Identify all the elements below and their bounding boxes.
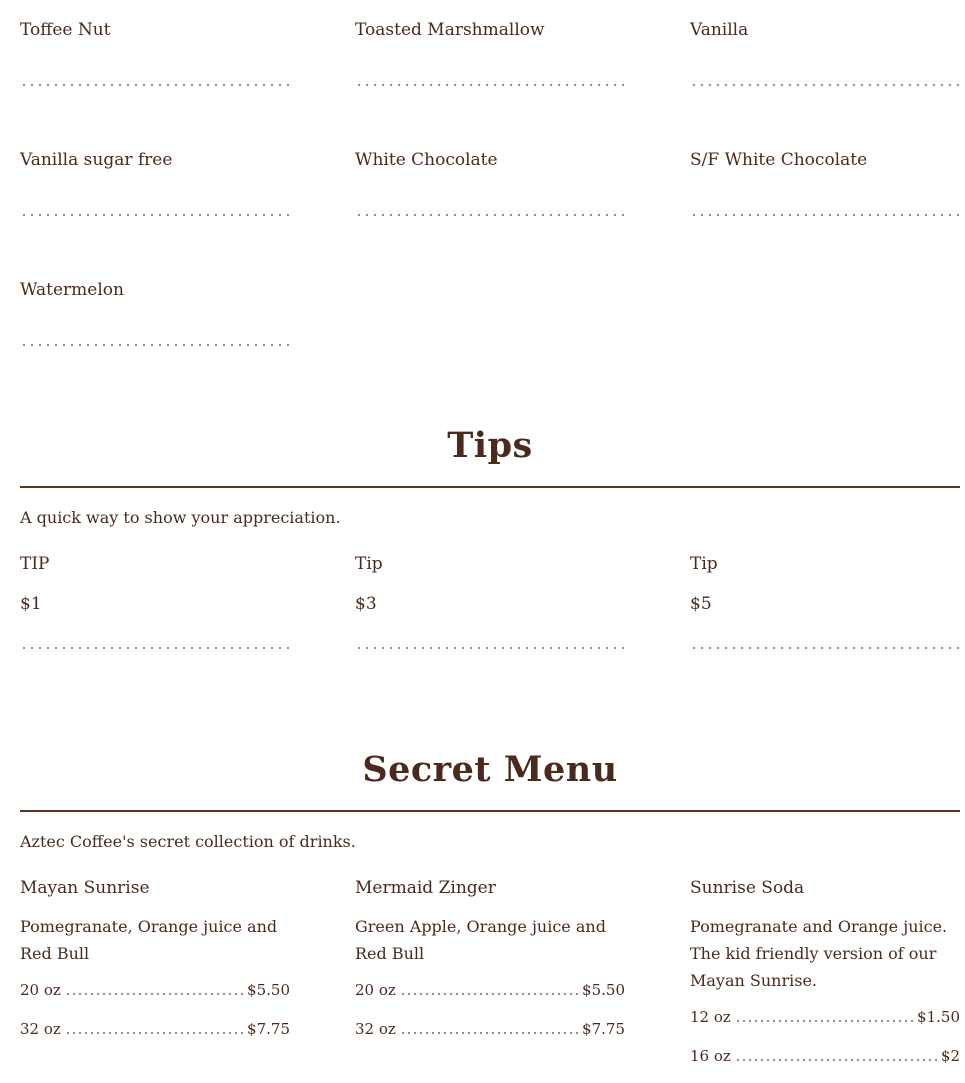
flavor-name: S/F White Chocolate	[690, 150, 868, 170]
size-label: 12 oz	[690, 1008, 731, 1026]
section-title: Tips	[447, 425, 533, 466]
dotted-leader	[690, 214, 960, 216]
tip-price: $1	[20, 594, 42, 614]
dotted-leader	[735, 1020, 913, 1022]
size-price-row[interactable]	[690, 1007, 960, 1027]
dotted-leader	[20, 84, 290, 86]
tip-price: $5	[690, 594, 712, 614]
tip-name: TIP	[20, 554, 50, 574]
size-price: $5.50	[247, 981, 290, 999]
flavor-item[interactable]	[355, 18, 625, 148]
size-label: 20 oz	[20, 981, 61, 999]
size-price: $7.75	[582, 1020, 625, 1038]
tip-price: $3	[355, 594, 377, 614]
size-price: $2	[940, 1047, 960, 1065]
size-label: 20 oz	[355, 981, 396, 999]
dotted-leader	[20, 647, 290, 649]
dotted-leader	[65, 1032, 243, 1034]
dotted-leader	[690, 84, 960, 86]
size-price: $1.50	[917, 1008, 960, 1026]
tip-item[interactable]	[20, 553, 290, 649]
tip-name: Tip	[355, 554, 383, 574]
flavor-item[interactable]	[690, 148, 960, 278]
tips-section	[20, 426, 960, 649]
tip-item[interactable]	[690, 553, 960, 649]
section-divider	[20, 486, 960, 488]
flavor-name: White Chocolate	[355, 150, 498, 170]
drink-name: Sunrise Soda	[690, 878, 805, 898]
dotted-leader	[20, 214, 290, 216]
drink-name: Mermaid Zinger	[355, 878, 496, 898]
drink-item[interactable]	[690, 877, 960, 1066]
secret-menu-section	[20, 750, 960, 1066]
dotted-leader	[20, 344, 290, 346]
drink-item[interactable]	[355, 877, 625, 1066]
flavor-name: Toffee Nut	[20, 20, 111, 40]
drink-description: Pomegranate and Orange juice. The kid friendly version of our Mayan Sunrise.	[690, 917, 948, 990]
tip-name: Tip	[690, 554, 718, 574]
flavor-grid	[20, 18, 960, 408]
flavor-name: Vanilla	[690, 20, 749, 40]
size-price-row[interactable]	[355, 1019, 625, 1039]
section-title: Secret Menu	[362, 749, 618, 790]
size-price-row[interactable]	[20, 980, 290, 1000]
drink-description: Pomegranate, Orange juice and Red Bull	[20, 917, 278, 963]
dotted-leader	[400, 993, 578, 995]
dotted-leader	[735, 1059, 937, 1061]
dotted-leader	[65, 993, 243, 995]
section-description: Aztec Coffee's secret collection of drinks.	[20, 832, 356, 851]
section-description: A quick way to show your appreciation.	[20, 508, 341, 527]
size-price-row[interactable]	[20, 1019, 290, 1039]
dotted-leader	[355, 214, 625, 216]
size-label: 16 oz	[690, 1047, 731, 1065]
drink-name: Mayan Sunrise	[20, 878, 150, 898]
dotted-leader	[355, 647, 625, 649]
flavor-item[interactable]	[355, 148, 625, 278]
size-price-row[interactable]	[355, 980, 625, 1000]
size-label: 32 oz	[20, 1020, 61, 1038]
dotted-leader	[690, 647, 960, 649]
size-label: 32 oz	[355, 1020, 396, 1038]
drink-item[interactable]	[20, 877, 290, 1066]
flavor-item[interactable]	[690, 18, 960, 148]
dotted-leader	[400, 1032, 578, 1034]
flavor-item[interactable]	[20, 18, 290, 148]
flavor-item[interactable]	[20, 278, 290, 408]
dotted-leader	[355, 84, 625, 86]
size-price: $7.75	[247, 1020, 290, 1038]
tip-item[interactable]	[355, 553, 625, 649]
size-price: $5.50	[582, 981, 625, 999]
drink-description: Green Apple, Orange juice and Red Bull	[355, 917, 606, 963]
flavor-item[interactable]	[20, 148, 290, 278]
section-divider	[20, 810, 960, 812]
flavor-name: Watermelon	[20, 280, 124, 300]
flavor-name: Toasted Marshmallow	[355, 20, 545, 40]
size-price-row[interactable]	[690, 1046, 960, 1066]
flavor-name: Vanilla sugar free	[20, 150, 173, 170]
